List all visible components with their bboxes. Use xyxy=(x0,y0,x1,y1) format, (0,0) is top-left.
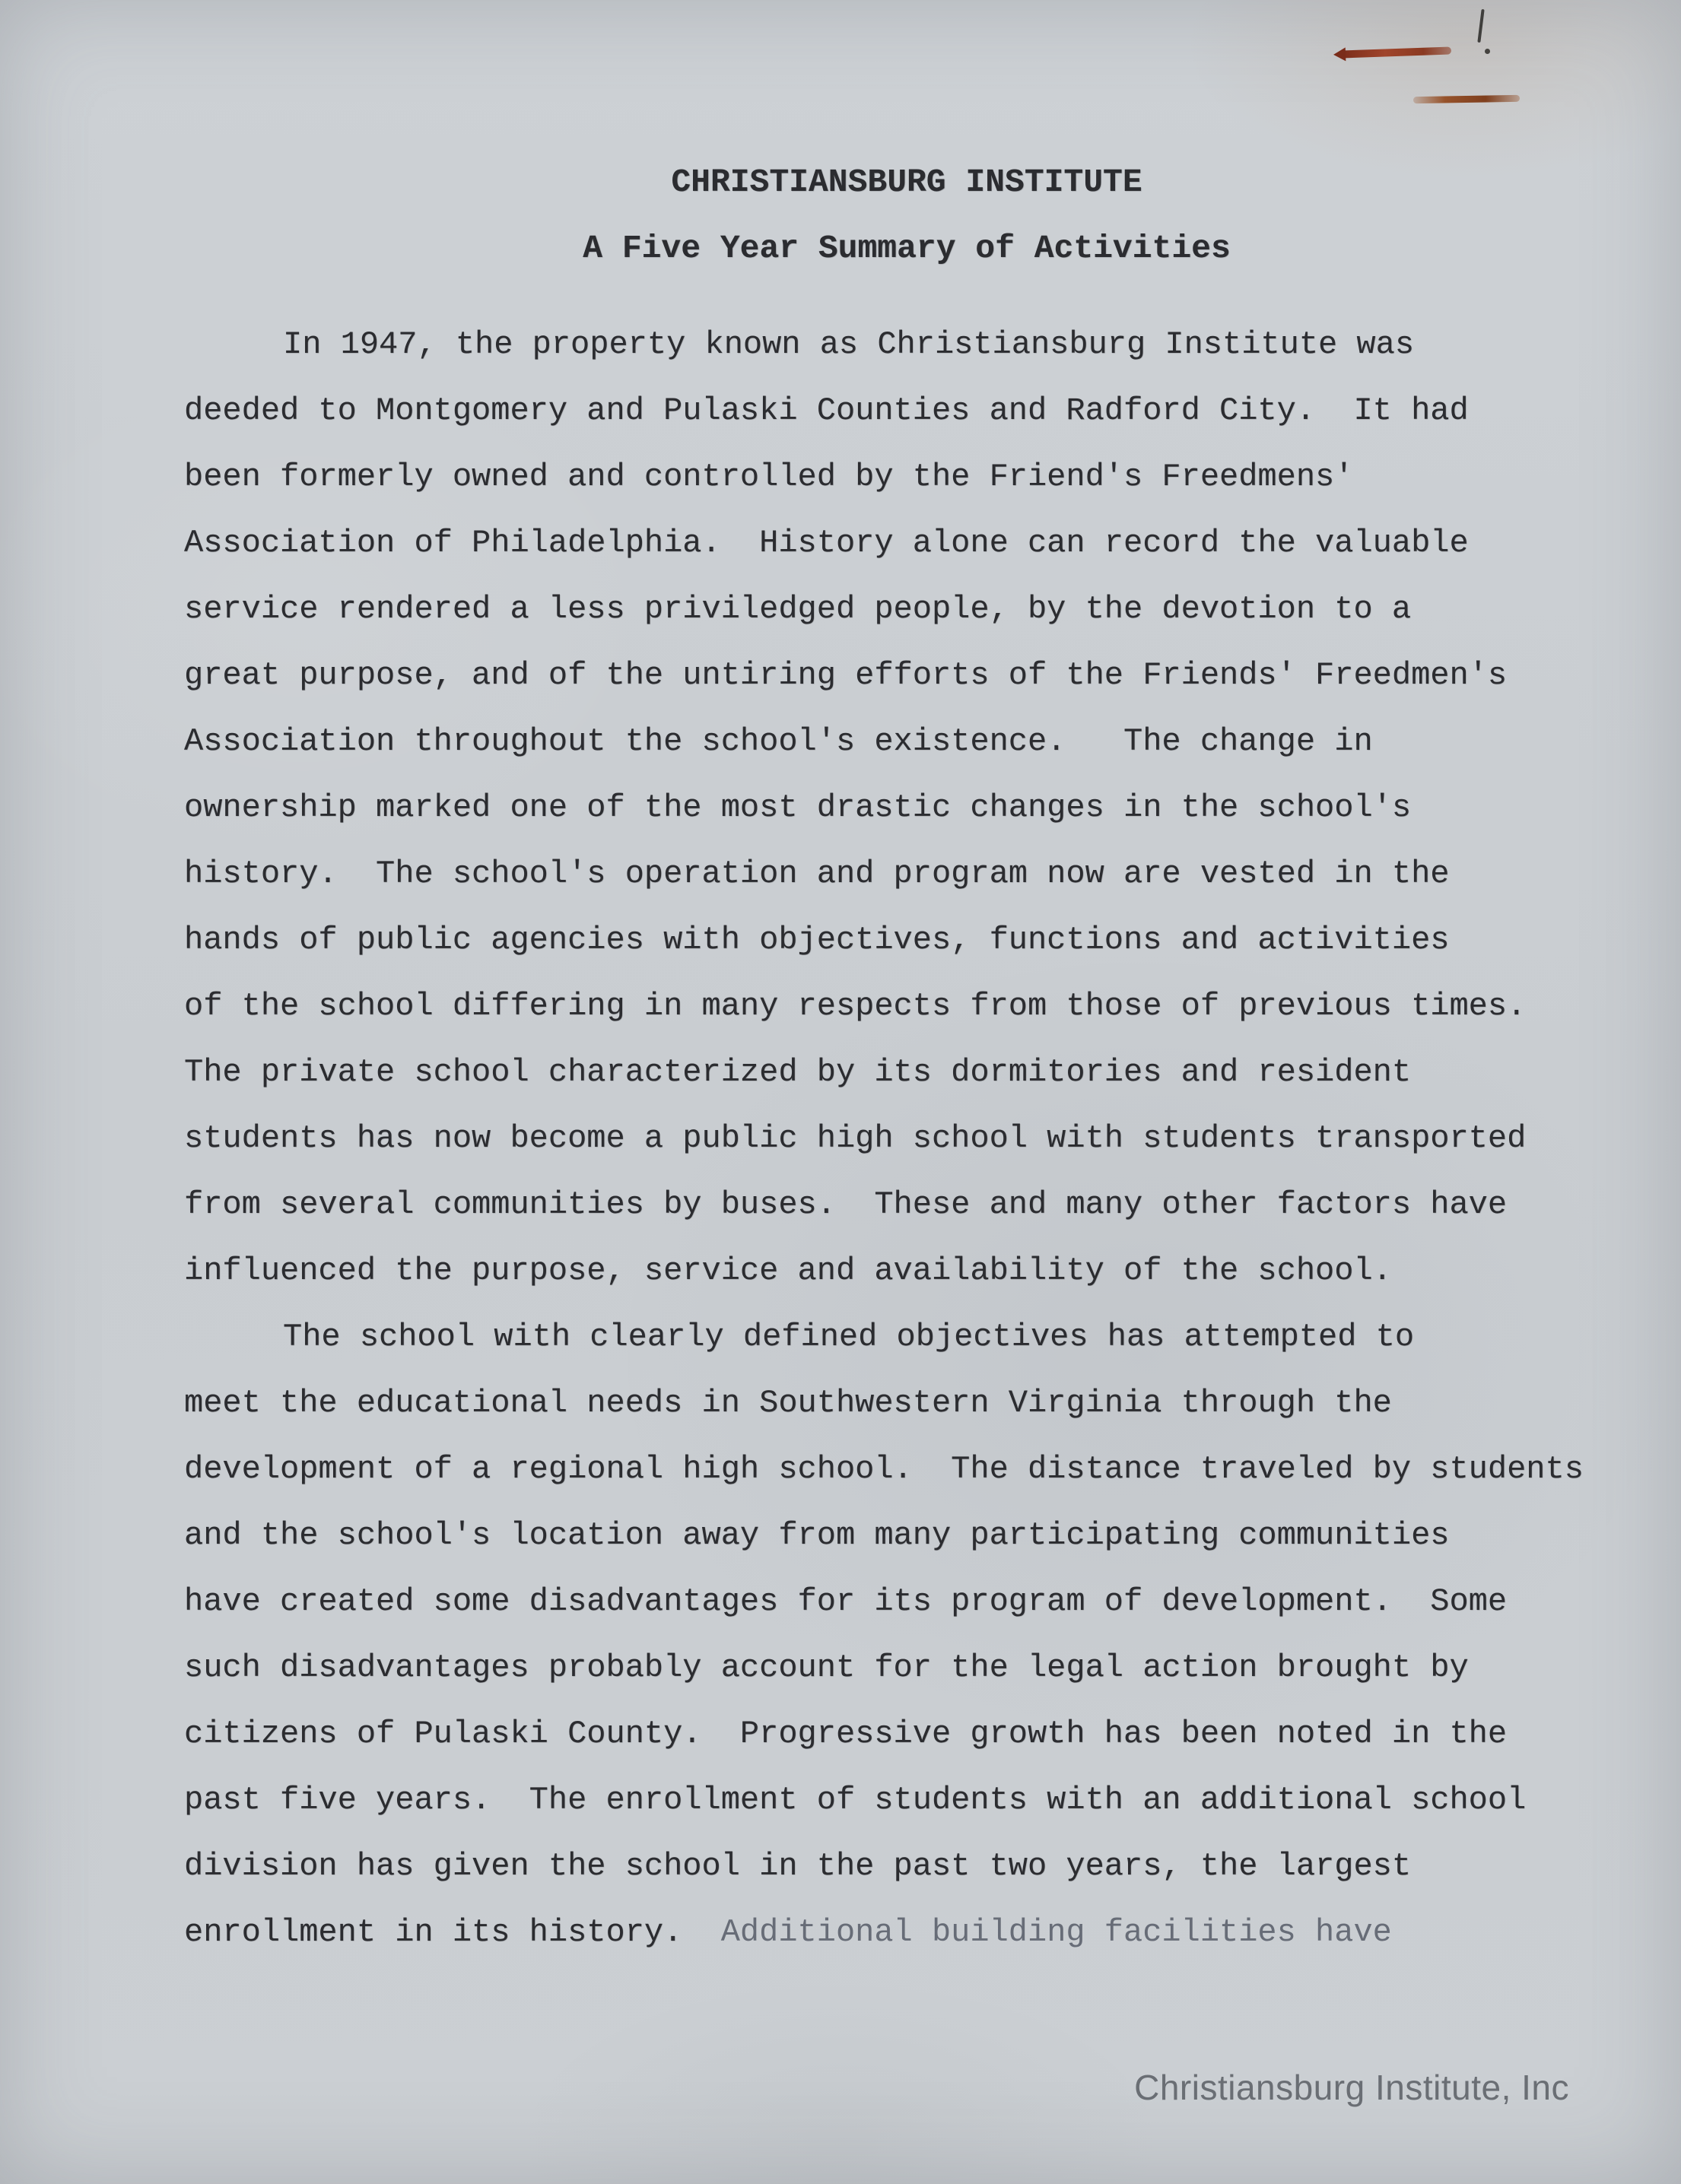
text-line: Association throughout the school's existence. The change in xyxy=(184,723,1373,760)
paragraph-2 xyxy=(184,1304,1629,1966)
text-line: division has given the school in the past two years, the largest xyxy=(184,1848,1412,1884)
text-line: The school with clearly defined objectives has attempted to xyxy=(283,1319,1415,1355)
text-line: such disadvantages probably account for the legal action brought by xyxy=(184,1649,1469,1686)
text-line: citizens of Pulaski County. Progressive growth has been noted in the xyxy=(184,1716,1508,1752)
text-line xyxy=(184,1900,1629,1966)
document-subtitle: A Five Year Summary of Activities xyxy=(583,230,1231,267)
text-line: Association of Philadelphia. History alone can record the valuable xyxy=(184,525,1469,561)
text-line: have created some disadvantages for its program of development. Some xyxy=(184,1583,1508,1620)
pen-dot-mark-icon xyxy=(1485,49,1490,54)
text-line: history. The school's operation and program now are vested in the xyxy=(184,856,1450,892)
text-segment-faint: Additional building facilities have xyxy=(720,1914,1392,1951)
text-segment: enrollment in its history. xyxy=(184,1914,721,1951)
document-content xyxy=(184,149,1629,1966)
pen-tick-mark-icon xyxy=(1477,9,1484,43)
heading-body-spacer xyxy=(184,281,1629,312)
red-pen-mark-icon xyxy=(1341,46,1451,58)
text-line: deeded to Montgomery and Pulaski Counties and Radford City. It had xyxy=(184,392,1469,429)
text-line: great purpose, and of the untiring efforts of the Friends' Freedmen's xyxy=(184,657,1508,694)
text-line: from several communities by buses. These and many other factors have xyxy=(184,1186,1508,1223)
text-line: been formerly owned and controlled by the Friend's Freedmens' xyxy=(184,459,1354,495)
paragraph-1 xyxy=(184,312,1629,1304)
text-line: past five years. The enrollment of students with an additional school xyxy=(184,1782,1527,1818)
watermark: Christiansburg Institute, Inc xyxy=(1134,2068,1569,2107)
text-line: hands of public agencies with objectives, functions and activities xyxy=(184,922,1450,958)
document-title: CHRISTIANSBURG INSTITUTE xyxy=(671,163,1142,201)
text-line: ownership marked one of the most drastic changes in the school's xyxy=(184,789,1412,826)
text-line: influenced the purpose, service and availability of the school. xyxy=(184,1252,1392,1289)
text-line: of the school differing in many respects from those of previous times. xyxy=(184,988,1527,1024)
text-line: meet the educational needs in Southwestern Virginia through the xyxy=(184,1385,1392,1421)
text-line: development of a regional high school. The distance traveled by students xyxy=(184,1451,1584,1487)
text-line: service rendered a less priviledged people, by the devotion to a xyxy=(184,591,1412,627)
text-line: The private school characterized by its dormitories and resident xyxy=(184,1054,1412,1090)
text-line: In 1947, the property known as Christiansburg Institute was xyxy=(283,326,1415,363)
text-line: and the school's location away from many participating communities xyxy=(184,1517,1450,1554)
text-line: students has now become a public high school with students transported xyxy=(184,1120,1527,1157)
rust-stain-icon xyxy=(1413,95,1520,103)
